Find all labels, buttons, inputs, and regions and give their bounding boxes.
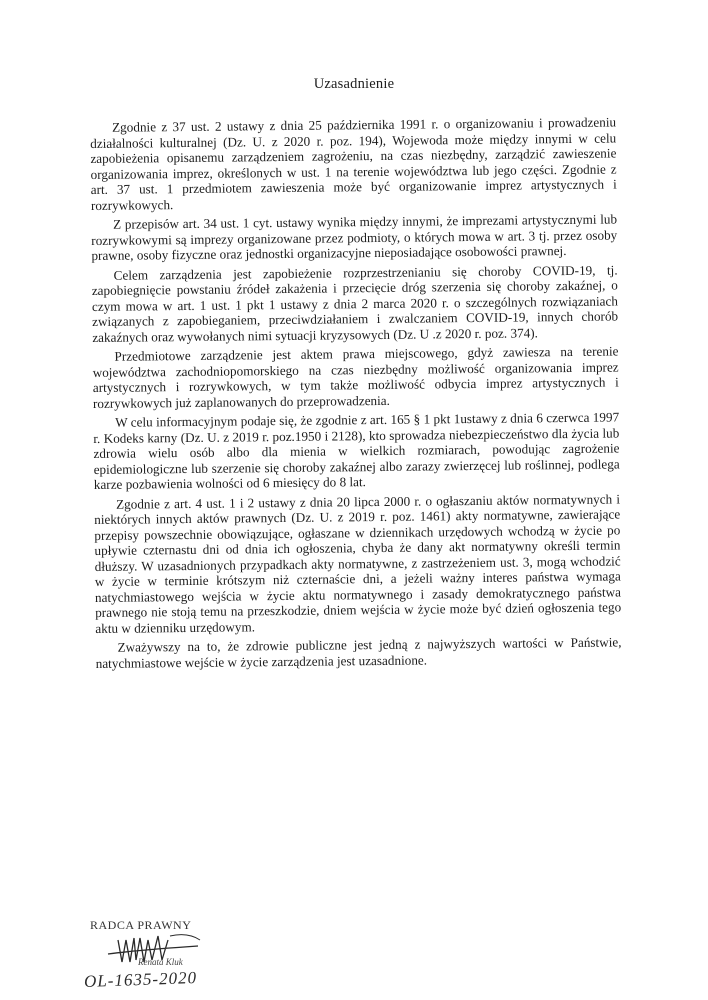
paragraph: W celu informacyjnym podaje się, że zgodnie z art. 165 § 1 pkt 1ustawy z dnia 6 czerwca 1997 r. Kodeks karny (Dz. U. z 2019 r. poz.1950 i 2128), kto sprowadza niebezpieczeństwo dla życia lub zdrowia wielu osób albo dla mienia w wielkich rozmiarach, powodując zagrożenie epidemiologiczne lub szerzenie się choroby zakaźnej albo zarazy zwierzęcej lub roślinnej, podlega karze pozbawienia wolności od 6 miesięcy do 8 lat.: [93, 409, 620, 492]
paragraph: Przedmiotowe zarządzenie jest aktem prawa miejscowego, gdyż zawiesza na terenie województwa zachodniopomorskiego na czas niezbędny możliwość organizowania imprez artystycznych i rozrywkowych, w tym także możliwość odbycia imprez artystycznych i rozrywkowych już zaplanowanych do przeprowadzenia.: [92, 343, 619, 411]
paragraph: Zważywszy na to, że zdrowie publiczne jest jedną z najwyższych wartości w Państwie, natychmiastowe wejście w życie zarządzenia jest uzasadnione.: [95, 634, 622, 671]
stamp-title: RADCA PRAWNY: [90, 918, 192, 932]
document-title: Uzasadnienie: [313, 76, 395, 92]
legal-counsel-stamp: [78, 910, 238, 990]
stamp-handwritten-id: OL-1635-2020: [83, 968, 198, 991]
paragraph: Celem zarządzenia jest zapobieżenie rozprzestrzenianiu się choroby COVID-19, tj. zapobiegnięcie powstaniu źródeł zakażenia i przecięcie dróg szerzenia się choroby zakaźnej, o czym mowa w art. 1 ust. 1 pkt 1 ustawy z dnia 2 marca 2020 r. o szczególnych rozwiązaniach związanych z zapobieganiem, przeciwdziałaniem i zwalczaniem COVID-19, innych chorób zakaźnych oraz wywołanych nimi sytuacji kryzysowych (Dz. U .z 2020 r. poz. 374).: [91, 261, 619, 345]
paragraph: Z przepisów art. 34 ust. 1 cyt. ustawy wynika między innymi, że imprezami artystycznymi lub rozrywkowymi są imprezy organizowane przez podmioty, o których mowa w art. 3 tj. przez osoby prawne, osoby fizyczne oraz jednostki organizacyjne nieposiadające osobowości prawnej.: [91, 211, 618, 263]
stamp-name: Renata Kluk: [138, 957, 183, 967]
paragraph: Zgodnie z 37 ust. 2 ustawy z dnia 25 października 1991 r. o organizowaniu i prowadzeniu działalności kulturalnej (Dz. U. z 2020 r. poz. 194), Wojewoda może między innymi w celu zapobieżenia opisanemu zarządzeniem zagrożeniu, na czas niezbędny, zarządzić zawieszenie organizowania imprez, określonych w ust. 1 na terenie województwa lub jego części. Zgodnie z art. 37 ust. 1 przedmiotem zawieszenia może być organizowanie imprez artystycznych i rozrywkowych.: [90, 114, 617, 213]
document-body: [90, 114, 622, 670]
paragraph: Zgodnie z art. 4 ust. 1 i 2 ustawy z dnia 20 lipca 2000 r. o ogłaszaniu aktów normatywnych i niektórych innych aktów prawnych (Dz. U. z 2019 r. poz. 1461) akty normatywne, zawierające przepisy powszechnie obowiązujące, ogłaszane w dziennikach urzędowych wchodzą w życie po upływie czternastu dni od dnia ich ogłoszenia, chyba że dany akt normatywny określi termin dłuższy. W uzasadnionych przypadkach akty normatywne, z zastrzeżeniem ust. 3, mogą wchodzić w życie w terminie krótszym niż czternaście dni, a jeżeli ważny interes państwa wymaga natychmiastowego wejścia w życie aktu normatywnego i zasady demokratycznego państwa prawnego nie stoją temu na przeszkodzie, dniem wejścia w życie może być dzień ogłoszenia tego aktu w dzienniku urzędowym.: [94, 490, 622, 636]
